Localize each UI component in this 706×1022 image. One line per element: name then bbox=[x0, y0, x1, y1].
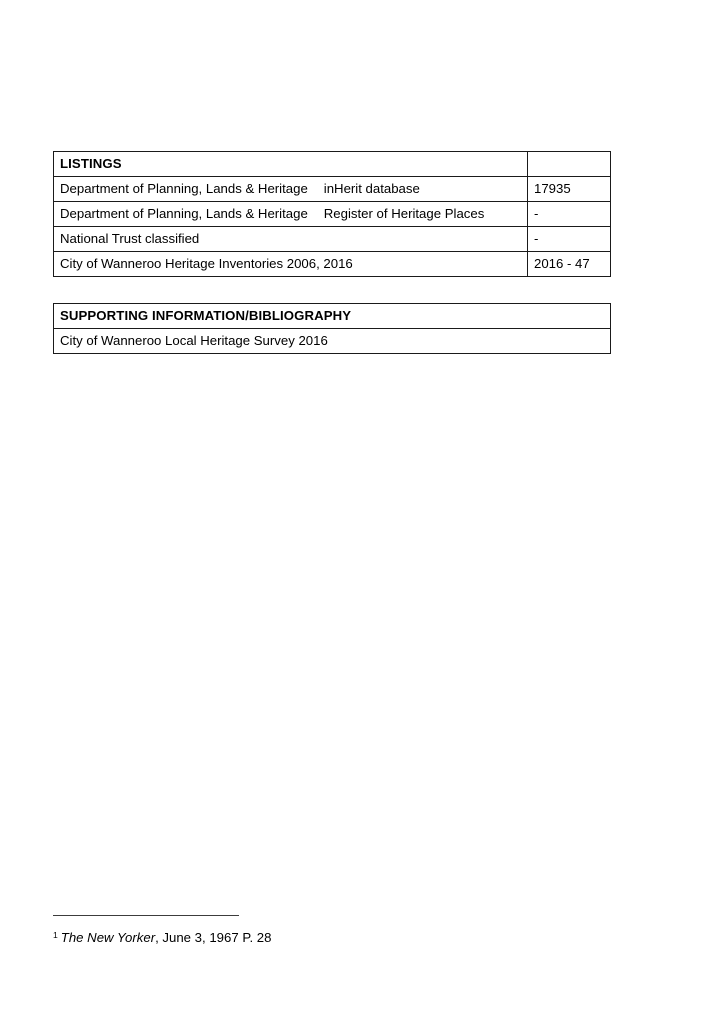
listings-row-value: 17935 bbox=[528, 177, 611, 202]
listings-row-label bbox=[54, 177, 528, 202]
listings-header-value bbox=[528, 152, 611, 177]
listings-header-label: LISTINGS bbox=[54, 152, 528, 177]
listing-authority: Department of Planning, Lands & Heritage bbox=[60, 206, 308, 222]
table-row bbox=[54, 227, 611, 252]
listing-authority: Department of Planning, Lands & Heritage bbox=[60, 181, 308, 197]
table-row bbox=[54, 329, 611, 354]
table-row bbox=[54, 177, 611, 202]
listings-row-value: 2016 - 47 bbox=[528, 252, 611, 277]
table-row bbox=[54, 252, 611, 277]
listings-row-label bbox=[54, 202, 528, 227]
listings-header-row bbox=[54, 152, 611, 177]
footnote-area bbox=[53, 915, 653, 946]
listings-row-value: - bbox=[528, 227, 611, 252]
supporting-header-row bbox=[54, 304, 611, 329]
listing-register: inHerit database bbox=[323, 181, 420, 197]
supporting-information-table bbox=[53, 303, 611, 354]
supporting-row-label: City of Wanneroo Local Heritage Survey 2016 bbox=[54, 329, 611, 354]
listings-row-value: - bbox=[528, 202, 611, 227]
listings-row-label bbox=[54, 252, 528, 277]
table-row bbox=[54, 202, 611, 227]
footnote-title: The New Yorker bbox=[60, 930, 156, 945]
supporting-header-label: SUPPORTING INFORMATION/BIBLIOGRAPHY bbox=[54, 304, 611, 329]
listing-register: Register of Heritage Places bbox=[323, 206, 485, 222]
listing-authority: National Trust classified bbox=[60, 231, 200, 247]
listing-authority: City of Wanneroo Heritage Inventories 2006, 2016 bbox=[60, 256, 353, 272]
listings-table bbox=[53, 151, 611, 277]
footnote-citation-rest: , June 3, 1967 P. 28 bbox=[155, 930, 272, 945]
footnote-marker: 1 bbox=[53, 930, 58, 940]
footnote-text bbox=[53, 930, 653, 946]
listings-row-label bbox=[54, 227, 528, 252]
footnote-separator-rule bbox=[53, 915, 239, 916]
